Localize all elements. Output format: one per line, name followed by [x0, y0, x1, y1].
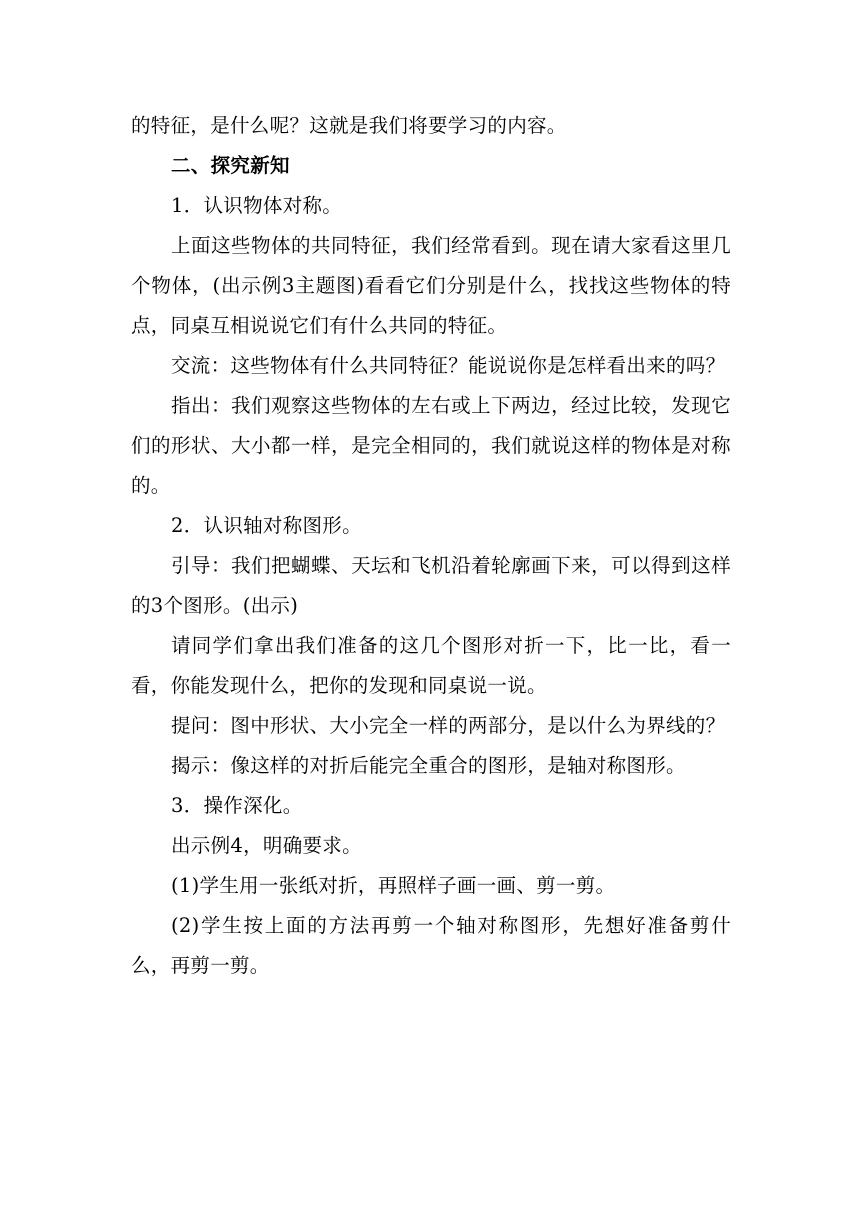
- subheading-practice: 3．操作深化。: [171, 794, 303, 817]
- paragraph-guide: 引导：我们把蝴蝶、天坛和飞机沿着轮廓画下来，可以得到这样的3个图形。(出示): [131, 554, 731, 617]
- list-item-step-1: (1)学生用一张纸对折，再照样子画一画、剪一剪。: [171, 874, 616, 897]
- paragraph-fold-shapes: 请同学们拿出我们准备的这几个图形对折一下，比一比，看一看，你能发现什么，把你的发现和同桌说一说。: [131, 634, 731, 697]
- subheading-axis-symmetry: 2．认识轴对称图形。: [171, 514, 362, 537]
- section-heading-explore: 二、探究新知: [171, 154, 290, 177]
- paragraph-point-out: 指出：我们观察这些物体的左右或上下两边，经过比较，发现它们的形状、大小都一样，是完全相同的，我们就说这样的物体是对称的。: [131, 394, 731, 497]
- list-item-step-2: (2)学生按上面的方法再剪一个轴对称图形，先想好准备剪什么，再剪一剪。: [131, 914, 731, 977]
- paragraph-question: 提问：图中形状、大小完全一样的两部分，是以什么为界线的？: [171, 714, 726, 737]
- paragraph-discussion: 交流：这些物体有什么共同特征？能说说你是怎样看出来的吗？: [171, 354, 726, 377]
- subheading-object-symmetry: 1．认识物体对称。: [171, 194, 343, 217]
- paragraph-reveal: 揭示：像这样的对折后能完全重合的图形，是轴对称图形。: [171, 754, 686, 777]
- paragraph-example-4: 出示例4，明确要求。: [171, 834, 362, 857]
- paragraph-continuation: 的特征，是什么呢？这就是我们将要学习的内容。: [131, 114, 567, 137]
- document-body: [131, 106, 731, 986]
- paragraph-intro-objects: 上面这些物体的共同特征，我们经常看到。现在请大家看这里几个物体，(出示例3主题图)看看它们分别是什么，找找这些物体的特点，同桌互相说说它们有什么共同的特征。: [131, 234, 731, 337]
